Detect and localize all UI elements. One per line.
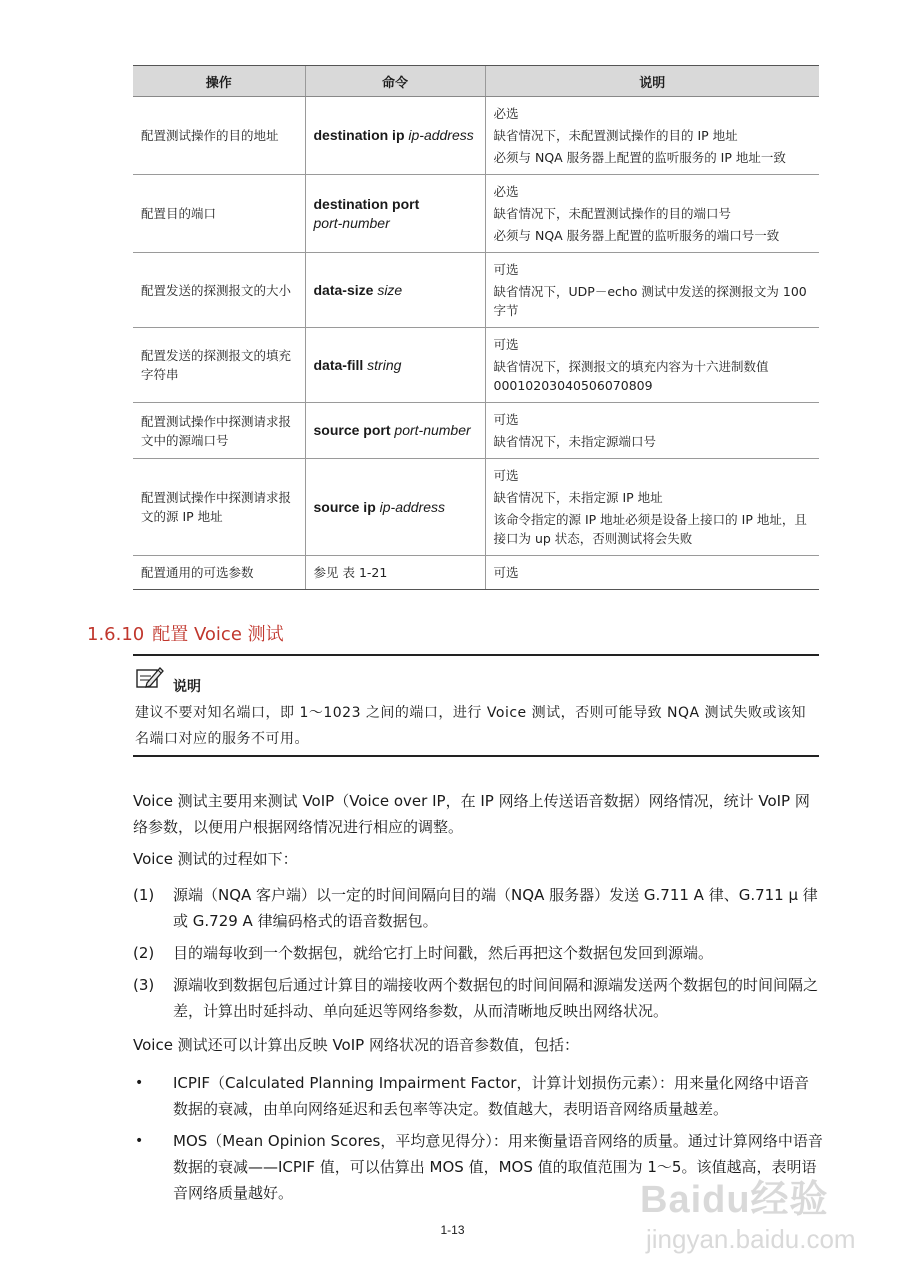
baidu-watermark (640, 1168, 860, 1268)
command-keyword: destination ip (313, 127, 405, 143)
operation-cell: 配置测试操作中探测请求报文中的源端口号 (133, 403, 305, 459)
command-argument: port-number (394, 422, 471, 438)
list-item (133, 940, 823, 966)
table-row (133, 253, 819, 328)
command-cell (305, 97, 485, 175)
description-line: 缺省情况下，未指定源端口号 (493, 434, 657, 449)
step-number: (2) (133, 944, 155, 962)
command-argument: port-number (313, 214, 390, 231)
bullet-icon: • (135, 1075, 144, 1091)
command-cell: 参见 表 1-21 (305, 556, 485, 590)
command-cell (305, 253, 485, 328)
command-cell (305, 459, 485, 556)
header-operation: 操作 (133, 66, 305, 97)
description-line: 缺省情况下，未配置测试操作的目的端口号 (493, 206, 732, 221)
bullet-icon: • (135, 1133, 144, 1149)
command-keyword: source port (313, 422, 391, 438)
description-cell (485, 403, 819, 459)
command-argument: ip-address (379, 498, 446, 515)
description-cell (485, 459, 819, 556)
command-keyword: data-fill (313, 356, 364, 373)
command-argument: string (367, 356, 402, 373)
command-keyword: data-size (313, 281, 374, 298)
table-row (133, 328, 819, 403)
description-line: 该命令指定的源 IP 地址必须是设备上接口的 IP 地址，且接口为 up 状态，否则测试将会失败 (493, 512, 807, 546)
command-keyword: source ip (313, 498, 376, 515)
command-keyword: destination port (313, 195, 420, 212)
operation-cell: 配置测试操作中探测请求报文的源 IP 地址 (133, 459, 305, 556)
description-cell (485, 328, 819, 403)
step-text: 源端收到数据包后通过计算目的端接收两个数据包的时间间隔和源端发送两个数据包的时间间隔之差，计算出时延抖动、单向延迟等网络参数，从而清晰地反映出网络状况。 (173, 976, 819, 1020)
operation-cell: 配置发送的探测报文的大小 (133, 253, 305, 328)
section-heading (87, 620, 284, 646)
header-command: 命令 (305, 66, 485, 97)
description-line: 必须与 NQA 服务器上配置的监听服务的 IP 地址一致 (493, 150, 786, 165)
list-item (133, 882, 823, 934)
description-line: 可选 (493, 262, 519, 277)
operation-cell: 配置通用的可选参数 (133, 556, 305, 590)
header-description: 说明 (485, 66, 819, 97)
note-box (133, 654, 819, 757)
description-cell (485, 253, 819, 328)
section-title: 配置 Voice 测试 (152, 624, 284, 645)
watermark-logo: Baidu经验 (640, 1179, 829, 1221)
note-pencil-icon (135, 664, 165, 690)
table-row (133, 97, 819, 175)
operation-cell: 配置测试操作的目的地址 (133, 97, 305, 175)
process-lead: Voice 测试的过程如下： (133, 850, 298, 868)
command-argument: ip-address (408, 127, 474, 143)
note-title: 说明 (173, 679, 201, 695)
table-row (133, 175, 819, 253)
table-header-row (133, 66, 819, 97)
description-line: 缺省情况下，未配置测试操作的目的 IP 地址 (493, 128, 738, 143)
list-item (133, 1070, 823, 1122)
section-number: 1.6.10 (87, 624, 145, 645)
description-line: 缺省情况下，未指定源 IP 地址 (493, 490, 663, 505)
description-cell (485, 175, 819, 253)
description-line: 可选 (493, 337, 519, 352)
operation-cell: 配置目的端口 (133, 175, 305, 253)
step-number: (1) (133, 886, 155, 904)
description-cell (485, 556, 819, 590)
params-lead: Voice 测试还可以计算出反映 VoIP 网络状况的语音参数值，包括： (133, 1036, 579, 1054)
command-cell (305, 403, 485, 459)
intro-paragraph: Voice 测试主要用来测试 VoIP（Voice over IP，在 IP 网络上传送语音数据）网络情况，统计 VoIP 网络参数，以便用户根据网络情况进行相应的调整。 (133, 792, 810, 836)
note-text: 建议不要对知名端口，即 1～1023 之间的端口，进行 Voice 测试，否则可能导致 NQA 测试失败或该知名端口对应的服务不可用。 (135, 705, 807, 747)
watermark-url: jingyan.baidu.com (646, 1224, 856, 1254)
table-row (133, 556, 819, 590)
step-text: 源端（NQA 客户端）以一定的时间间隔向目的端（NQA 服务器）发送 G.711 A 律、G.711 μ 律或 G.729 A 律编码格式的语音数据包。 (173, 886, 818, 930)
description-line: 缺省情况下，UDP－echo 测试中发送的探测报文为 100 字节 (493, 284, 807, 318)
page-number: 1-13 (440, 1223, 465, 1237)
command-argument: size (377, 281, 403, 298)
description-line: 必选 (493, 184, 519, 199)
description-line: 必选 (493, 106, 519, 121)
step-number: (3) (133, 976, 155, 994)
command-table (133, 65, 819, 590)
description-line: 可选 (493, 468, 519, 483)
description-line: 可选 (493, 565, 519, 580)
table-row (133, 459, 819, 556)
operation-cell: 配置发送的探测报文的填充字符串 (133, 328, 305, 403)
description-line: 必须与 NQA 服务器上配置的监听服务的端口号一致 (493, 228, 780, 243)
description-cell (485, 97, 819, 175)
bullet-text: MOS（Mean Opinion Scores，平均意见得分）：用来衡量语音网络的质量。通过计算网络中语音数据的衰减——ICPIF 值，可以估算出 MOS 值，MOS 值的取值范围为 1～5。该值越高，表明语音网络质量越好。 (173, 1132, 823, 1202)
command-cell (305, 175, 485, 253)
description-line: 缺省情况下，探测报文的填充内容为十六进制数值 00010203040506070809 (493, 359, 769, 393)
bullet-text: ICPIF（Calculated Planning Impairment Factor，计算计划损伤元素）：用来量化网络中语音数据的衰减，由单向网络延迟和丢包率等决定。数值越大，表明语音网络质量越差。 (173, 1074, 809, 1118)
command-cell (305, 328, 485, 403)
table-row (133, 403, 819, 459)
list-item (133, 972, 823, 1024)
step-text: 目的端每收到一个数据包，就给它打上时间戳，然后再把这个数据包发回到源端。 (173, 944, 714, 962)
description-line: 可选 (493, 412, 519, 427)
